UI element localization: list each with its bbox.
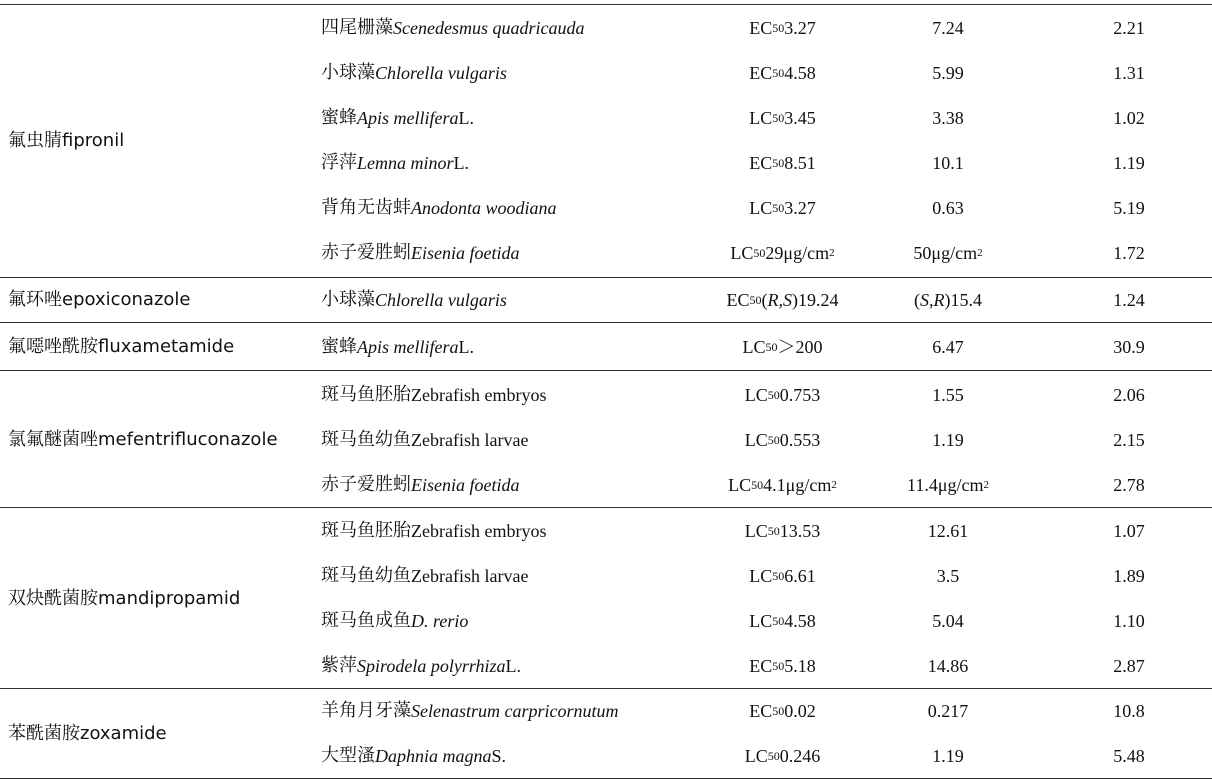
organism-name-suffix: Zebrafish larvae: [411, 430, 529, 450]
toxicity-value-2: [860, 98, 1036, 138]
ratio-value: [1040, 98, 1212, 138]
ratio-number: 5.48: [1113, 746, 1145, 766]
organism-scientific-name: Scenedesmus quadricauda: [393, 18, 585, 38]
compound-cn: 氯氟醚菌唑: [8, 429, 98, 450]
organism-cn: 斑马鱼胚胎: [321, 384, 411, 405]
toxicity-value-2: [860, 8, 1036, 48]
organism-cn: 紫萍: [321, 655, 357, 676]
tox-number: 4.58: [784, 611, 816, 631]
ratio-value: [1040, 691, 1212, 731]
compound-en: epoxiconazole: [62, 289, 191, 310]
organism-cn: 羊角月牙藻: [321, 700, 411, 721]
tox-type: LC: [744, 746, 768, 766]
organism-cell: [321, 420, 528, 460]
organism-cn: 赤子爱胜蚓: [321, 474, 411, 495]
organism-cn: 大型溞: [321, 745, 375, 766]
tox-number: 3.45: [784, 108, 816, 128]
ratio-value: [1040, 601, 1212, 641]
organism-cell: [321, 375, 546, 415]
ratio-number: 30.9: [1113, 337, 1145, 357]
toxicity-value-2: [860, 511, 1036, 551]
tox-type: EC: [749, 63, 773, 83]
enantiomer-paren: (: [914, 290, 920, 310]
organism-scientific-name: Apis mellifera: [357, 108, 459, 128]
value-number: 6.47: [932, 337, 964, 357]
organism-cn: 斑马鱼幼鱼: [321, 429, 411, 450]
value-number: 0.217: [927, 701, 969, 721]
ratio-number: 2.21: [1113, 18, 1145, 38]
table-bottom-rule: [0, 778, 1212, 779]
organism-cell: [321, 8, 584, 48]
organism-cell: [321, 53, 507, 93]
organism-scientific-name: Eisenia foetida: [411, 475, 520, 495]
value-number: 11.4: [907, 475, 938, 495]
compound-en: mandipropamid: [98, 587, 241, 609]
ratio-number: 1.02: [1113, 108, 1145, 128]
ratio-number: 1.10: [1113, 611, 1145, 631]
organism-scientific-name: Lemna minor: [357, 153, 454, 173]
value-number: 3.38: [932, 108, 964, 128]
organism-cell: [321, 556, 528, 596]
ratio-value: [1040, 143, 1212, 183]
tox-number: 3.27: [784, 198, 816, 218]
toxicity-value: LC 50 29 μg/cm 2: [730, 243, 835, 263]
group-divider: [0, 370, 1212, 371]
compound-name: [8, 327, 234, 367]
compound-name: [8, 280, 191, 320]
tox-unit: μg/cm: [783, 243, 830, 263]
ratio-number: 10.8: [1113, 701, 1145, 721]
ratio-number: 5.19: [1113, 198, 1145, 218]
ratio-number: 1.19: [1113, 153, 1145, 173]
organism-cn: 斑马鱼成鱼: [321, 610, 411, 631]
value-number: 7.24: [932, 18, 964, 38]
value-number: 10.1: [932, 153, 964, 173]
toxicity-value-2: [860, 736, 1036, 776]
toxicity-value-2: [860, 143, 1036, 183]
toxicity-value: EC 50 0.02: [749, 701, 816, 721]
tox-number: ＞200: [777, 337, 823, 357]
toxicity-value-2: [860, 646, 1036, 686]
compound-en: fipronil: [62, 129, 125, 151]
tox-type: LC: [749, 566, 773, 586]
organism-name-suffix: Zebrafish larvae: [411, 566, 529, 586]
tox-number: 13.53: [779, 521, 821, 541]
compound-en: mefentrifluconazole: [98, 429, 278, 450]
value-number: 1.19: [932, 746, 964, 766]
ratio-value: [1040, 556, 1212, 596]
value-unit: μg/cm: [937, 475, 984, 495]
ratio-value: [1040, 420, 1212, 460]
value-number: 1.19: [932, 430, 964, 450]
organism-cell: [321, 143, 469, 183]
organism-cell: [321, 691, 618, 731]
tox-type: LC: [749, 198, 773, 218]
toxicity-value-2: [860, 375, 1036, 415]
organism-name-suffix: L.: [453, 153, 470, 173]
ratio-number: 1.72: [1113, 243, 1145, 263]
value-unit: μg/cm: [931, 243, 978, 263]
organism-cell: [321, 233, 519, 273]
toxicity-value: EC 50 4.58: [749, 63, 816, 83]
tox-type: LC: [749, 611, 773, 631]
organism-name-suffix: L.: [458, 337, 474, 357]
tox-number: 8.51: [784, 153, 816, 173]
organism-scientific-name: Chlorella vulgaris: [375, 63, 507, 83]
compound-en: zoxamide: [80, 722, 167, 744]
tox-number: 0.246: [779, 746, 821, 766]
ratio-number: 1.07: [1113, 521, 1145, 541]
organism-scientific-name: Selenastrum carpricornutum: [411, 701, 619, 721]
toxicity-value: EC 50 ( R,S ) 19.24: [726, 290, 839, 310]
value-number: 15.4: [950, 290, 982, 310]
organism-cell: [321, 280, 507, 320]
organism-scientific-name: Chlorella vulgaris: [375, 290, 507, 310]
toxicity-value: LC 50 13.53: [744, 521, 821, 541]
value-number: 0.63: [932, 198, 964, 218]
group-divider: [0, 277, 1212, 278]
value-number: 3.5: [936, 566, 960, 586]
tox-type: EC: [749, 701, 773, 721]
toxicity-value-2: [860, 53, 1036, 93]
compound-cn: 双炔酰菌胺: [8, 587, 98, 609]
tox-number: 0.753: [779, 385, 821, 405]
toxicity-value: LC 50 3.45: [749, 108, 816, 128]
organism-name-suffix: L.: [458, 108, 474, 128]
ratio-value: [1040, 646, 1212, 686]
tox-number: 0.553: [779, 430, 821, 450]
organism-cn: 赤子爱胜蚓: [321, 242, 411, 263]
enantiomer-label: S,R: [920, 290, 945, 310]
ratio-value: [1040, 465, 1212, 505]
ratio-number: 2.15: [1113, 430, 1145, 450]
compound-cn: 氟噁唑酰胺: [8, 336, 98, 357]
ratio-number: 2.87: [1113, 656, 1145, 676]
toxicity-value: EC 50 8.51: [749, 153, 816, 173]
organism-name-suffix: S.: [491, 746, 507, 766]
organism-cell: [321, 98, 474, 138]
tox-number: 5.18: [784, 656, 816, 676]
organism-scientific-name: Eisenia foetida: [411, 243, 520, 263]
organism-cn: 小球藻: [321, 62, 375, 83]
tox-number: 19.24: [798, 290, 839, 310]
toxicity-value: LC 50 0.246: [744, 746, 821, 766]
group-divider: [0, 688, 1212, 689]
ratio-value: [1040, 233, 1212, 273]
table-top-rule: [0, 4, 1212, 5]
tox-type: LC: [749, 108, 773, 128]
value-number: 1.55: [932, 385, 964, 405]
organism-scientific-name: Anodonta woodiana: [411, 198, 557, 218]
organism-scientific-name: Apis mellifera: [357, 337, 459, 357]
organism-cell: [321, 601, 468, 641]
ratio-number: 1.31: [1113, 63, 1145, 83]
ratio-value: [1040, 280, 1212, 320]
organism-cell: [321, 188, 557, 228]
toxicity-value: LC 50 0.553: [744, 430, 821, 450]
toxicity-value: LC 50 ＞200: [742, 337, 823, 357]
tox-number: 4.58: [784, 63, 816, 83]
organism-name-suffix: Zebrafish embryos: [411, 385, 547, 405]
organism-cn: 蜜蜂: [321, 336, 357, 357]
tox-number: 3.27: [784, 18, 816, 38]
toxicity-value: LC 50 3.27: [749, 198, 816, 218]
toxicity-value: LC 50 6.61: [749, 566, 816, 586]
tox-type: LC: [744, 430, 768, 450]
compound-name: [8, 121, 124, 161]
organism-cn: 浮萍: [321, 152, 357, 173]
organism-scientific-name: Spirodela polyrrhiza: [357, 656, 506, 676]
toxicity-value-2: 11.4 μg/cm 2: [907, 475, 989, 495]
group-divider: [0, 507, 1212, 508]
value-number: 12.61: [927, 521, 969, 541]
toxicity-value-2: [860, 280, 1036, 320]
enantiomer-label: R,S: [767, 290, 792, 310]
ratio-value: [1040, 375, 1212, 415]
tox-type: LC: [730, 243, 754, 263]
tox-number: 29: [765, 243, 784, 263]
tox-unit: μg/cm: [785, 475, 832, 495]
toxicity-value-2: 50 μg/cm 2: [913, 243, 983, 263]
organism-cn: 四尾栅藻: [321, 17, 393, 38]
organism-scientific-name: Daphnia magna: [375, 746, 492, 766]
compound-name: [8, 714, 167, 754]
tox-type: EC: [726, 290, 750, 310]
toxicity-value: LC 50 4.1 μg/cm 2: [728, 475, 837, 495]
toxicity-value: EC 50 5.18: [749, 656, 816, 676]
organism-scientific-name: D. rerio: [411, 611, 469, 631]
compound-cn: 氟虫腈: [8, 129, 62, 151]
group-divider: [0, 322, 1212, 323]
compound-name: [8, 420, 278, 460]
ratio-value: [1040, 188, 1212, 228]
organism-cell: [321, 736, 506, 776]
enantiomer-paren: ): [792, 290, 798, 310]
tox-type: EC: [749, 656, 773, 676]
toxicity-value-2: [860, 556, 1036, 596]
ratio-number: 2.78: [1113, 475, 1145, 495]
ratio-number: 2.06: [1113, 385, 1145, 405]
toxicity-value-2: [860, 601, 1036, 641]
organism-cell: [321, 327, 474, 367]
tox-number: 6.61: [784, 566, 816, 586]
organism-cell: [321, 511, 546, 551]
organism-name-suffix: L.: [505, 656, 522, 676]
tox-number: 4.1: [763, 475, 786, 495]
tox-type: LC: [728, 475, 752, 495]
ratio-value: [1040, 53, 1212, 93]
toxicity-value: EC 50 3.27: [749, 18, 816, 38]
enantiomer-paren: (: [761, 290, 768, 310]
toxicity-value-2: [860, 420, 1036, 460]
value-number: 14.86: [927, 656, 969, 676]
toxicity-value-2: [860, 327, 1036, 367]
ratio-number: 1.89: [1113, 566, 1145, 586]
toxicity-value-2: [860, 188, 1036, 228]
organism-cell: [321, 465, 519, 505]
toxicity-value: LC 50 0.753: [744, 385, 821, 405]
tox-type: EC: [749, 153, 773, 173]
ratio-value: [1040, 8, 1212, 48]
tox-type: LC: [742, 337, 766, 357]
ratio-number: 1.24: [1113, 290, 1145, 310]
compound-cn: 氟环唑: [8, 289, 62, 310]
compound-name: [8, 579, 240, 619]
tox-number: 0.02: [784, 701, 816, 721]
organism-cell: [321, 646, 521, 686]
organism-cn: 斑马鱼胚胎: [321, 520, 411, 541]
organism-cn: 小球藻: [321, 289, 375, 310]
enantiomer-paren: ): [944, 290, 951, 310]
compound-en: fluxametamide: [98, 336, 235, 357]
tox-type: LC: [744, 385, 768, 405]
value-number: 50: [913, 243, 932, 263]
organism-cn: 斑马鱼幼鱼: [321, 565, 411, 586]
tox-type: LC: [744, 521, 768, 541]
compound-cn: 苯酰菌胺: [8, 722, 80, 744]
value-number: 5.04: [932, 611, 964, 631]
organism-name-suffix: Zebrafish embryos: [411, 521, 547, 541]
ratio-value: [1040, 327, 1212, 367]
toxicity-value-2: [860, 691, 1036, 731]
ratio-value: [1040, 736, 1212, 776]
tox-type: EC: [749, 18, 773, 38]
value-number: 5.99: [932, 63, 964, 83]
toxicity-value: LC 50 4.58: [749, 611, 816, 631]
ratio-value: [1040, 511, 1212, 551]
organism-cn: 背角无齿蚌: [321, 197, 411, 218]
organism-cn: 蜜蜂: [321, 107, 357, 128]
